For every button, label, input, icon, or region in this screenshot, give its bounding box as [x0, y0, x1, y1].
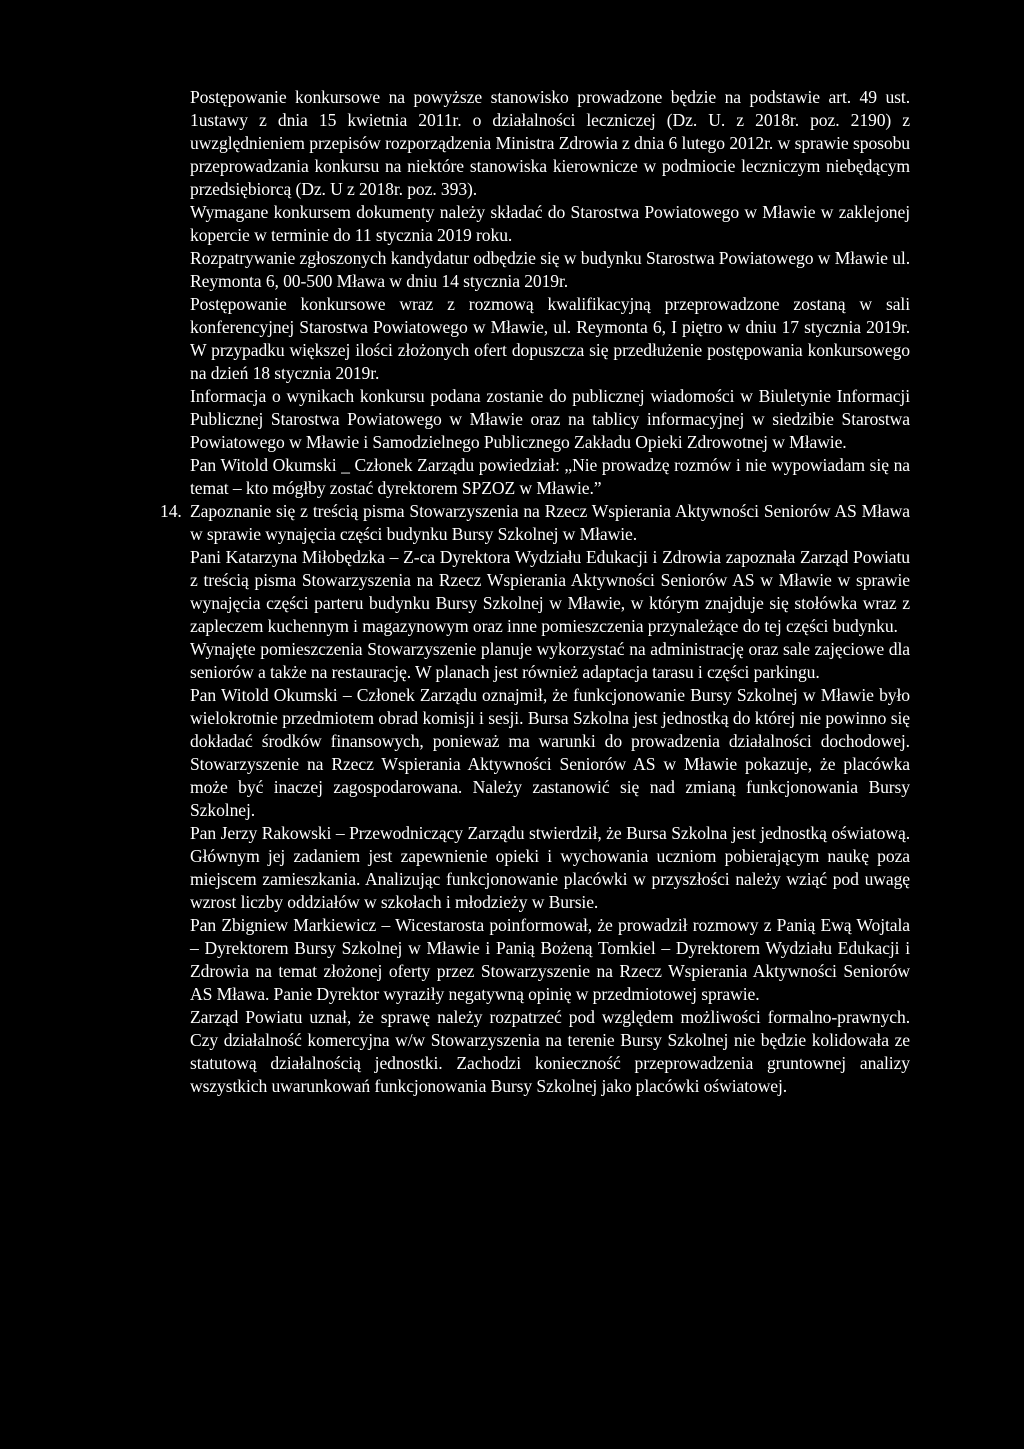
paragraph-interview-date: Postępowanie konkursowe wraz z rozmową kwalifikacyjną przeprowadzone zostaną w sali konferencyjnej Starostwa Powiatowego w Mławie, ul. Reymonta 6, I piętro w dniu 17 stycznia 2019r. W przypadku większej ilości złożonych ofert dopuszcza się przedłużenie postępowania konkursowego na dzień 18 stycznia 2019r.	[190, 294, 910, 383]
paragraph-rented-rooms: Wynajęte pomieszczenia Stowarzyszenie planuje wykorzystać na administrację oraz sale zajęciowe dla seniorów a także na restaurację. W planach jest również adaptacja tarasu i części parkingu.	[190, 639, 910, 682]
paragraph-review-date: Rozpatrywanie zgłoszonych kandydatur odbędzie się w budynku Starostwa Powiatowego w Mławie ul. Reymonta 6, 00-500 Mława w dniu 14 stycznia 2019r.	[190, 248, 910, 291]
paragraph-documents-deadline: Wymagane konkursem dokumenty należy składać do Starostwa Powiatowego w Mławie w zaklejonej kopercie w terminie do 11 stycznia 2019 roku.	[190, 202, 910, 245]
paragraph-rakowski: Pan Jerzy Rakowski – Przewodniczący Zarządu stwierdził, że Bursa Szkolna jest jednostką oświatową. Głównym jej zadaniem jest zapewnienie opieki i wychowania uczniom pobierającym naukę poza miejscem zamieszkania. Analizując funkcjonowanie placówki w przyszłości należy wziąć pod uwagę wzrost liczby oddziałów w szkołach i młodzieży w Bursie.	[190, 823, 910, 912]
paragraph-markiewicz: Pan Zbigniew Markiewicz – Wicestarosta poinformował, że prowadził rozmowy z Panią Ewą Wojtala – Dyrektorem Bursy Szkolnej w Mławie i Panią Bożeną Tomkiel – Dyrektorem Wydziału Edukacji i Zdrowia na temat złożonej oferty przez Stowarzyszenie na Rzecz Wspierania Aktywności Seniorów AS Mława. Panie Dyrektor wyraziły negatywną opinię w przedmiotowej sprawie.	[190, 915, 910, 1004]
paragraph-board-decision: Zarząd Powiatu uznał, że sprawę należy rozpatrzeć pod względem możliwości formalno-prawnych. Czy działalność komercyjna w/w Stowarzyszenia na terenie Bursy Szkolnej nie będzie kolidowała ze statutową działalnością jednostki. Zachodzi konieczność przeprowadzenia gruntownej analizy wszystkich uwarunkowań funkcjonowania Bursy Szkolnej jako placówki oświatowej.	[190, 1007, 910, 1096]
paragraph-okumski-bursa: Pan Witold Okumski – Członek Zarządu oznajmił, że funkcjonowanie Bursy Szkolnej w Mławie było wielokrotnie przedmiotem obrad komisji i sesji. Bursa Szkolna jest jednostką do której nie powinno się dokładać środków finansowych, ponieważ ma warunki do prowadzenia działalności dochodowej. Stowarzyszenie na Rzecz Wspierania Aktywności Seniorów AS w Mławie pokazuje, że placówka może być inaczej zagospodarowana. Należy zastanowić się nad zmianą funkcjonowania Bursy Szkolnej.	[190, 685, 910, 820]
agenda-item-number: 14.	[160, 501, 182, 521]
agenda-item-14	[160, 500, 910, 546]
paragraph-legal-basis: Postępowanie konkursowe na powyższe stanowisko prowadzone będzie na podstawie art. 49 ust. 1ustawy z dnia 15 kwietnia 2011r. o działalności leczniczej (Dz. U. z 2018r. poz. 2190) z uwzględnieniem przepisów rozporządzenia Ministra Zdrowia z dnia 6 lutego 2012r. w sprawie sposobu przeprowadzania konkursu na niektóre stanowiska kierownicze w podmiocie leczniczym niebędącym przedsiębiorcą (Dz. U z 2018r. poz. 393).	[190, 87, 910, 199]
paragraph-results-info: Informacja o wynikach konkursu podana zostanie do publicznej wiadomości w Biuletynie Informacji Publicznej Starostwa Powiatowego w Mławie oraz na tablicy informacyjnej w siedzibie Starostwa Powiatowego w Mławie i Samodzielnego Publicznego Zakładu Opieki Zdrowotnej w Mławie.	[190, 386, 910, 452]
document-body	[160, 86, 910, 1098]
paragraph-milobedzka: Pani Katarzyna Miłobędzka – Z-ca Dyrektora Wydziału Edukacji i Zdrowia zapoznała Zarząd Powiatu z treścią pisma Stowarzyszenia na Rzecz Wspierania Aktywności Seniorów AS w Mławie w sprawie wynajęcia części parteru budynku Bursy Szkolnej w Mławie, w którym znajduje się stołówka wraz z zapleczem kuchennym i magazynowym oraz inne pomieszczenia przynależące do tej części budynku.	[190, 547, 910, 636]
agenda-item-heading: Zapoznanie się z treścią pisma Stowarzyszenia na Rzecz Wspierania Aktywności Seniorów AS Mława w sprawie wynajęcia części budynku Bursy Szkolnej w Mławie.	[190, 501, 910, 544]
paragraph-okumski-statement: Pan Witold Okumski _ Członek Zarządu powiedział: „Nie prowadzę rozmów i nie wypowiadam się na temat – kto mógłby zostać dyrektorem SPZOZ w Mławie.”	[190, 455, 910, 498]
